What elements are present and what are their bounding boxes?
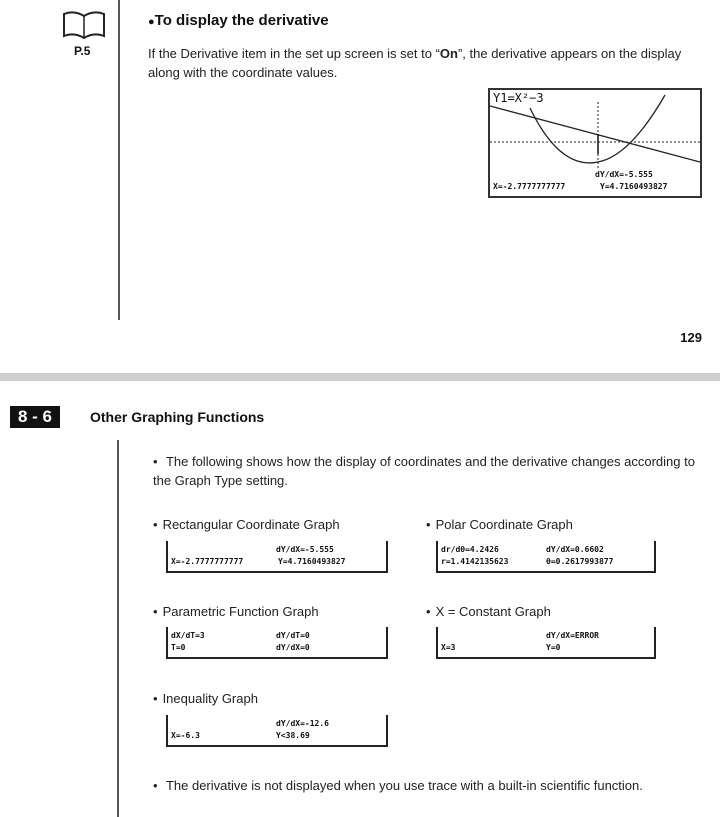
closing-note: • The derivative is not displayed when you use trace with a built-in scientific function. [153, 776, 693, 795]
polar-dy: dY/dX=0.6602 [546, 545, 604, 554]
parametric-display [166, 627, 388, 659]
param-dydt: dY/dT=0 [276, 631, 310, 640]
screen-x-value: X=-2.7777777777 [493, 182, 566, 191]
xconst-label: • X = Constant Graph [426, 602, 551, 621]
polar-r: r=1.4142135623 [441, 557, 509, 566]
rect-y: Y=4.7160493827 [278, 557, 346, 566]
xconst-deriv: dY/dX=ERROR [546, 631, 599, 640]
rect-deriv: dY/dX=-5.555 [276, 545, 334, 554]
page-number: 129 [680, 330, 702, 345]
equation-label: Y1=X²−3 [493, 91, 544, 105]
polar-label: • Polar Coordinate Graph [426, 515, 573, 534]
screen-y-value: Y=4.7160493827 [600, 182, 668, 191]
margin-rule-lower [117, 440, 119, 817]
polar-display [436, 541, 656, 573]
ineq-y: Y<38.69 [276, 731, 310, 740]
section-number-badge: 8 - 6 [10, 406, 60, 428]
page-reference: P.5 [74, 44, 91, 58]
inequality-label: • Inequality Graph [153, 689, 258, 708]
graph-plot [490, 90, 700, 196]
rect-x: X=-2.7777777777 [171, 557, 244, 566]
page-divider [0, 373, 720, 381]
screen-derivative: dY/dX=-5.555 [595, 170, 653, 179]
section-title: Other Graphing Functions [90, 409, 265, 425]
param-dxdt: dX/dT=3 [171, 631, 205, 640]
inequality-display [166, 715, 388, 747]
calculator-graph-screen [488, 88, 702, 198]
param-dydx: dY/dX=0 [276, 643, 310, 652]
xconst-display [436, 627, 656, 659]
intro-paragraph: If the Derivative item in the set up screen is set to “On”, the derivative appears on the display along with the coordinate values. [148, 46, 682, 80]
polar-theta: θ=0.2617993877 [546, 557, 614, 566]
rectangular-label: • Rectangular Coordinate Graph [153, 515, 340, 534]
section-intro: • The following shows how the display of coordinates and the derivative changes according to the Graph Type setting. [153, 452, 708, 490]
ineq-deriv: dY/dX=-12.6 [276, 719, 329, 728]
param-t: T=0 [171, 643, 186, 652]
rectangular-display [166, 541, 388, 573]
margin-rule [118, 0, 120, 320]
xconst-x: X=3 [441, 643, 456, 652]
parametric-label: • Parametric Function Graph [153, 602, 319, 621]
section-heading: ●To display the derivative [148, 12, 329, 29]
ineq-x: X=-6.3 [171, 731, 200, 740]
polar-dr: dr/dθ=4.2426 [441, 545, 499, 554]
open-book-icon [60, 8, 108, 40]
xconst-y: Y=0 [546, 643, 561, 652]
